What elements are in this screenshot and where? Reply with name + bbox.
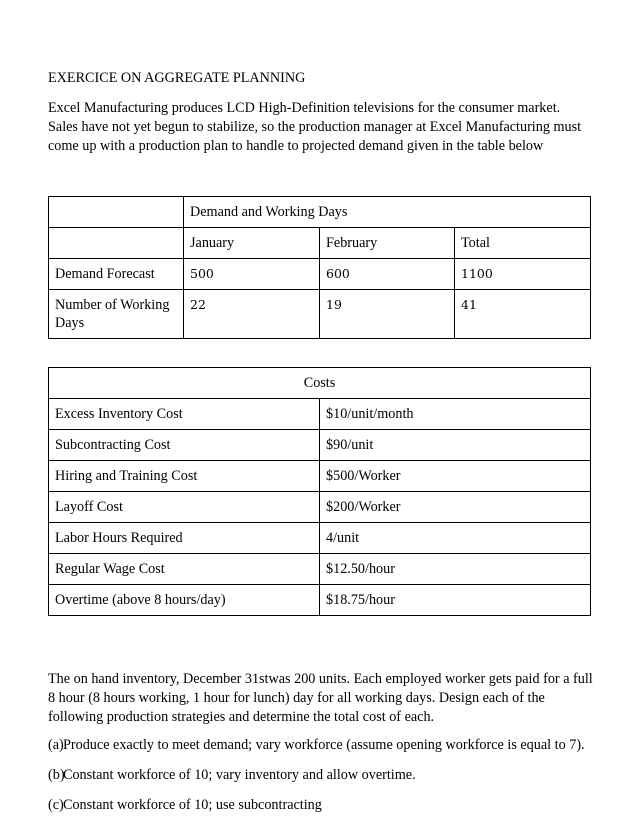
table-row	[49, 430, 591, 461]
table-row	[49, 259, 591, 290]
table-row	[49, 290, 591, 339]
row-label-demand-forecast: Demand Forecast	[49, 259, 184, 290]
table-cell: 600	[320, 259, 455, 290]
option-text: Constant workforce of 10; use subcontracting	[63, 797, 322, 813]
table-row	[49, 368, 591, 399]
table-cell: 22	[184, 290, 320, 339]
cost-value: $12.50/hour	[320, 554, 591, 585]
costs-table	[48, 367, 591, 616]
cost-label: Regular Wage Cost	[49, 554, 320, 585]
option-b	[48, 767, 416, 784]
cost-value: $500/Worker	[320, 461, 591, 492]
column-header-total: Total	[455, 228, 591, 259]
table-row	[49, 399, 591, 430]
table-cell: 500	[184, 259, 320, 290]
option-label: (b)	[48, 767, 65, 783]
option-label: (c)	[48, 797, 64, 813]
table-cell	[49, 197, 184, 228]
cost-label: Overtime (above 8 hours/day)	[49, 585, 320, 616]
table-row	[49, 197, 591, 228]
cost-label: Excess Inventory Cost	[49, 399, 320, 430]
costs-table-header: Costs	[49, 368, 591, 399]
table-row	[49, 554, 591, 585]
table-cell: 1100	[455, 259, 591, 290]
option-c	[48, 797, 322, 814]
option-label: (a)	[48, 737, 64, 753]
cost-value: $90/unit	[320, 430, 591, 461]
row-label-working-days: Number of Working Days	[49, 290, 184, 339]
table-row	[49, 585, 591, 616]
page-title: EXERCICE ON AGGREGATE PLANNING	[48, 70, 306, 86]
closing-paragraph: The on hand inventory, December 31stwas 200 units. Each employed worker gets paid for a full 8 hour (8 hours working, 1 hour for lunch) day for all working days. Design each of the following production strategies and determine the total cost of each.	[48, 671, 593, 725]
table-row	[49, 523, 591, 554]
cost-label: Layoff Cost	[49, 492, 320, 523]
table-cell	[49, 228, 184, 259]
cost-value: $10/unit/month	[320, 399, 591, 430]
table-row	[49, 228, 591, 259]
column-header-february: February	[320, 228, 455, 259]
option-a	[48, 737, 585, 754]
option-text: Constant workforce of 10; vary inventory and allow overtime.	[63, 767, 416, 783]
table-cell: 19	[320, 290, 455, 339]
cost-value: $200/Worker	[320, 492, 591, 523]
cost-label: Labor Hours Required	[49, 523, 320, 554]
cost-label: Subcontracting Cost	[49, 430, 320, 461]
option-text: Produce exactly to meet demand; vary workforce (assume opening workforce is equal to 7).	[63, 737, 585, 753]
table-row	[49, 461, 591, 492]
cost-value: 4/unit	[320, 523, 591, 554]
table-row	[49, 492, 591, 523]
column-header-january: January	[184, 228, 320, 259]
table-cell: 41	[455, 290, 591, 339]
demand-table-header: Demand and Working Days	[184, 197, 591, 228]
intro-paragraph: Excel Manufacturing produces LCD High-Definition televisions for the consumer market. Sales have not yet begun to stabilize, so the production manager at Excel Manufacturing must come up with a production plan to handle to projected demand given in the table below	[48, 100, 582, 154]
cost-value: $18.75/hour	[320, 585, 591, 616]
cost-label: Hiring and Training Cost	[49, 461, 320, 492]
demand-table	[48, 196, 591, 339]
